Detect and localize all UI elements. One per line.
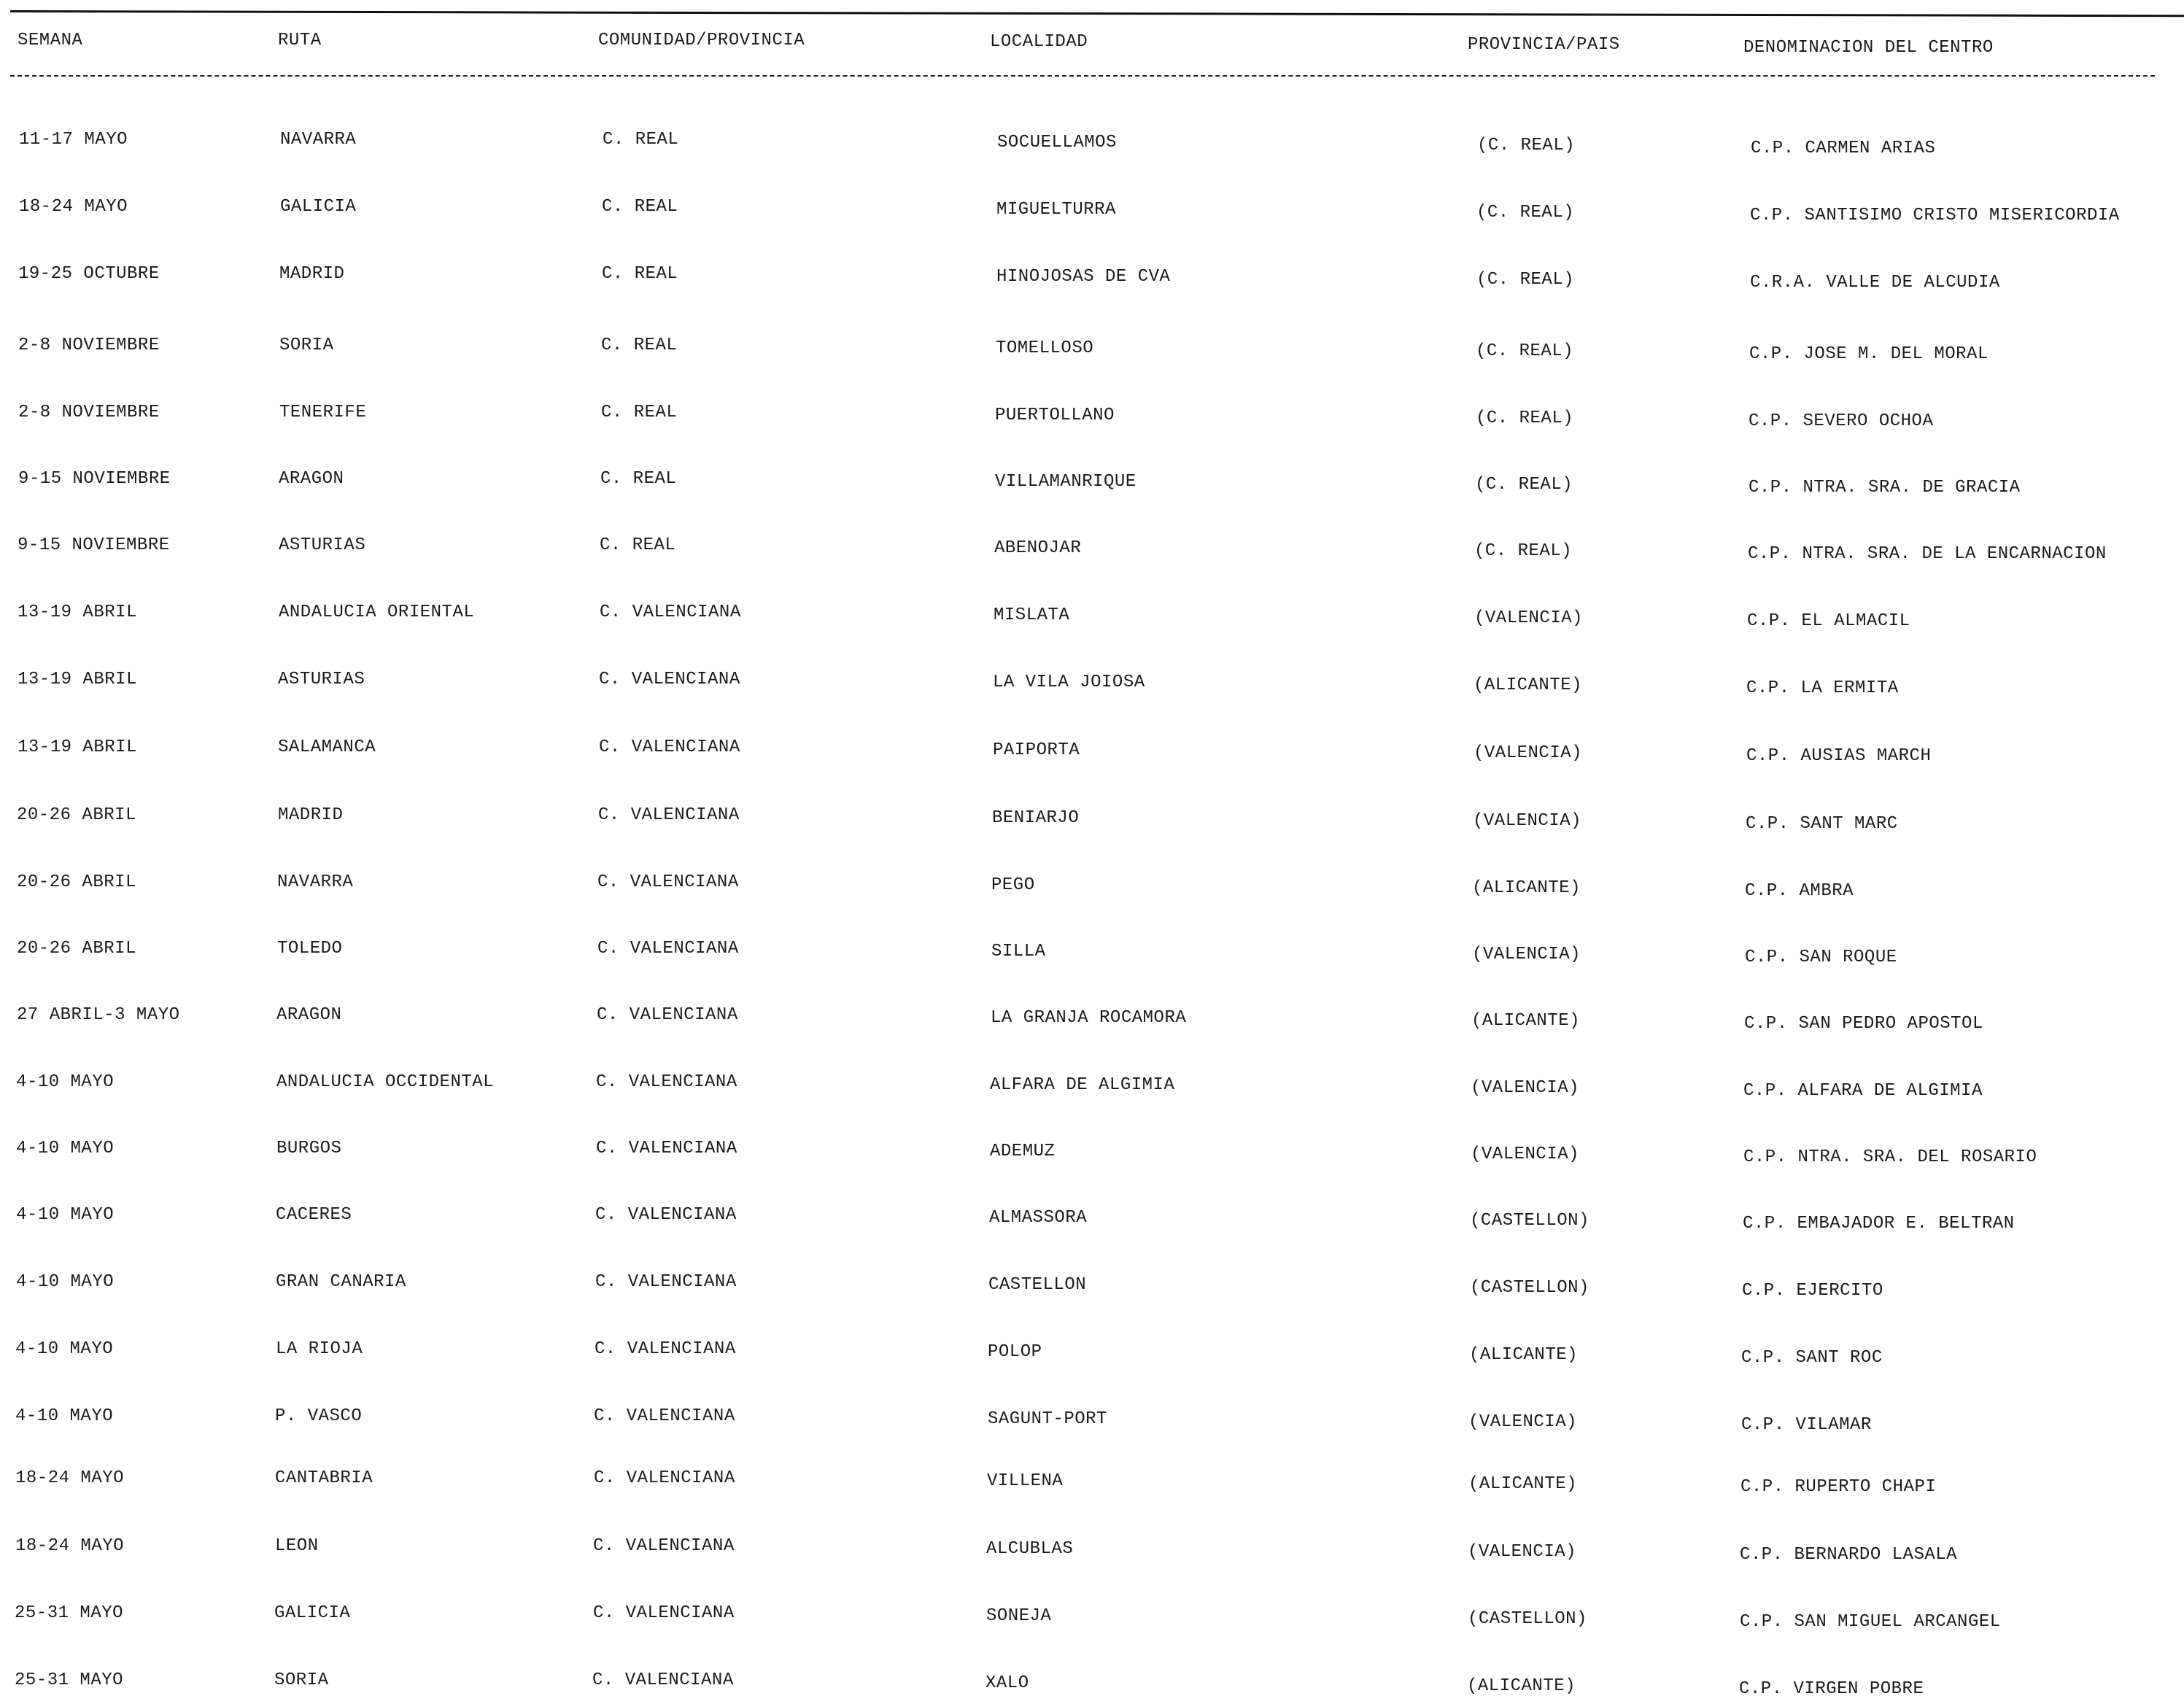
cell-semana: 20-26 ABRIL [17,805,136,825]
cell-provincia: (ALICANTE) [1471,1011,1581,1031]
cell-ruta: LEON [275,1536,319,1556]
cell-provincia: (C. REAL) [1475,475,1573,495]
table-row [0,603,2184,636]
cell-localidad: PUERTOLLANO [995,406,1115,425]
cell-ruta: CACERES [276,1205,352,1225]
cell-centro: C.P. ALFARA DE ALGIMIA [1743,1081,1983,1101]
cell-ruta: GALICIA [274,1603,351,1623]
cell-ruta: GRAN CANARIA [276,1272,406,1292]
cell-centro: C.P. EMBAJADOR E. BELTRAN [1743,1214,2015,1234]
cell-ruta: SORIA [279,336,334,355]
cell-provincia: (C. REAL) [1476,270,1575,290]
cell-provincia: (VALENCIA) [1468,1542,1577,1562]
cell-provincia: (C. REAL) [1474,541,1573,561]
cell-ruta: ASTURIAS [278,670,365,689]
table-row [0,336,2184,369]
cell-provincia: (CASTELLON) [1470,1211,1589,1231]
cell-provincia: (VALENCIA) [1472,945,1581,964]
cell-comunidad: C. VALENCIANA [599,737,740,757]
table-row [0,1205,2184,1239]
cell-comunidad: C. VALENCIANA [598,805,740,825]
cell-comunidad: C. VALENCIANA [595,1339,736,1359]
table-row [0,535,2184,569]
header-provincia: PROVINCIA/PAIS [1468,35,1620,55]
cell-provincia: (CASTELLON) [1470,1278,1589,1298]
cell-ruta: ANDALUCIA OCCIDENTAL [276,1072,495,1092]
table-row [0,872,2184,906]
cell-semana: 25-31 MAYO [15,1670,124,1690]
cell-comunidad: C. REAL [600,535,676,555]
table-row [0,403,2184,436]
cell-semana: 9-15 NOVIEMBRE [18,469,171,489]
cell-localidad: PAIPORTA [993,740,1080,760]
table-row [0,1468,2184,1502]
cell-provincia: (ALICANTE) [1467,1676,1576,1696]
table-row [0,197,2184,231]
cell-ruta: NAVARRA [280,130,357,150]
table-row [0,670,2184,703]
cell-ruta: ARAGON [279,469,344,489]
cell-semana: 13-19 ABRIL [18,737,137,757]
table-row [0,130,2184,163]
cell-centro: C.P. JOSE M. DEL MORAL [1749,344,1989,364]
cell-localidad: ABENOJAR [994,538,1082,558]
cell-localidad: LA GRANJA ROCAMORA [991,1008,1187,1028]
cell-ruta: MADRID [278,805,344,825]
cell-centro: C.P. NTRA. SRA. DE LA ENCARNACION [1748,544,2107,564]
cell-comunidad: C. VALENCIANA [600,603,741,622]
cell-semana: 4-10 MAYO [16,1272,115,1292]
cell-centro: C.R.A. VALLE DE ALCUDIA [1750,273,2000,293]
cell-centro: C.P. CARMEN ARIAS [1751,139,1936,158]
cell-localidad: PEGO [991,875,1035,895]
table-row [0,1005,2184,1039]
cell-ruta: BURGOS [276,1139,342,1158]
cell-provincia: (VALENCIA) [1468,1412,1578,1432]
cell-centro: C.P. NTRA. SRA. DE GRACIA [1749,478,2021,497]
cell-comunidad: C. REAL [600,469,677,489]
cell-semana: 13-19 ABRIL [18,670,137,689]
cell-centro: C.P. AUSIAS MARCH [1746,746,1932,766]
cell-localidad: MIGUELTURRA [996,200,1116,220]
cell-localidad: ALMASSORA [989,1208,1088,1228]
cell-semana: 18-24 MAYO [19,197,128,217]
cell-ruta: ARAGON [276,1005,342,1025]
cell-semana: 11-17 MAYO [19,130,128,150]
cell-comunidad: C. VALENCIANA [597,872,739,892]
cell-centro: C.P. SAN MIGUEL ARCANGEL [1740,1612,2001,1632]
cell-semana: 13-19 ABRIL [18,603,137,622]
cell-provincia: (ALICANTE) [1468,1474,1578,1494]
table-row [0,264,2184,298]
cell-comunidad: C. VALENCIANA [594,1468,735,1488]
cell-ruta: P. VASCO [275,1406,363,1426]
header-localidad: LOCALIDAD [990,32,1088,52]
cell-localidad: SAGUNT-PORT [988,1409,1107,1429]
cell-comunidad: C. REAL [602,264,678,284]
cell-provincia: (ALICANTE) [1469,1345,1579,1365]
cell-localidad: LA VILA JOIOSA [993,673,1145,692]
cell-comunidad: C. VALENCIANA [593,1536,735,1556]
header-centro: DENOMINACION DEL CENTRO [1743,38,1994,58]
cell-centro: C.P. NTRA. SRA. DEL ROSARIO [1743,1147,2037,1167]
cell-provincia: (C. REAL) [1476,203,1575,222]
cell-semana: 18-24 MAYO [15,1468,125,1488]
cell-centro: C.P. AMBRA [1745,881,1854,901]
cell-semana: 4-10 MAYO [16,1205,115,1225]
cell-localidad: XALO [985,1673,1029,1693]
table-row [0,737,2184,771]
cell-comunidad: C. VALENCIANA [596,1072,737,1092]
table-row [0,805,2184,839]
cell-provincia: (ALICANTE) [1472,878,1581,898]
cell-comunidad: C. VALENCIANA [597,1005,738,1025]
cell-provincia: (VALENCIA) [1474,608,1584,628]
cell-localidad: POLOP [988,1342,1042,1362]
cell-provincia: (C. REAL) [1476,341,1574,361]
cell-semana: 27 ABRIL-3 MAYO [17,1005,180,1025]
cell-localidad: SILLA [991,942,1046,961]
table-row [0,1670,2184,1704]
cell-ruta: GALICIA [280,197,357,217]
cell-centro: C.P. VIRGEN POBRE [1739,1679,1924,1699]
table-row [0,1072,2184,1106]
cell-localidad: VILLENA [987,1471,1064,1491]
cell-localidad: ALCUBLAS [986,1539,1074,1559]
cell-ruta: TOLEDO [277,939,343,958]
cell-provincia: (C. REAL) [1477,136,1576,155]
cell-localidad: SOCUELLAMOS [997,133,1117,152]
cell-semana: 2-8 NOVIEMBRE [18,403,160,422]
cell-ruta: ANDALUCIA ORIENTAL [279,603,475,622]
cell-centro: C.P. SAN ROQUE [1745,948,1897,967]
cell-provincia: (C. REAL) [1476,408,1574,428]
cell-centro: C.P. EL ALMACIL [1747,611,1910,631]
cell-localidad: HINOJOSAS DE CVA [996,267,1171,287]
header-comunidad: COMUNIDAD/PROVINCIA [598,31,805,50]
table-row [0,469,2184,503]
cell-comunidad: C. VALENCIANA [596,1139,737,1158]
cell-comunidad: C. VALENCIANA [597,939,739,958]
cell-centro: C.P. VILAMAR [1741,1415,1872,1435]
table-row [0,1536,2184,1570]
cell-provincia: (VALENCIA) [1474,743,1583,763]
cell-comunidad: C. VALENCIANA [599,670,740,689]
cell-localidad: SONEJA [986,1606,1052,1626]
cell-semana: 9-15 NOVIEMBRE [18,535,170,555]
cell-ruta: LA RIOJA [276,1339,363,1359]
cell-ruta: NAVARRA [277,872,354,892]
table-row [0,1406,2184,1440]
cell-centro: C.P. EJERCITO [1742,1281,1883,1301]
cell-ruta: SORIA [274,1670,329,1690]
header-semana: SEMANA [18,31,83,50]
cell-semana: 25-31 MAYO [15,1603,124,1623]
cell-localidad: ADEMUZ [990,1142,1056,1161]
cell-centro: C.P. SAN PEDRO APOSTOL [1744,1014,1983,1034]
cell-provincia: (ALICANTE) [1474,675,1583,695]
cell-semana: 2-8 NOVIEMBRE [18,336,160,355]
cell-semana: 18-24 MAYO [15,1536,125,1556]
table-row [0,1339,2184,1373]
cell-localidad: VILLAMANRIQUE [995,472,1136,492]
cell-semana: 4-10 MAYO [16,1139,115,1158]
cell-provincia: (VALENCIA) [1471,1145,1580,1164]
cell-comunidad: C. REAL [603,130,679,150]
cell-ruta: SALAMANCA [278,737,376,757]
cell-comunidad: C. REAL [601,403,678,422]
cell-provincia: (VALENCIA) [1473,811,1582,831]
cell-centro: C.P. SANT MARC [1746,814,1898,834]
cell-centro: C.P. BERNARDO LASALA [1740,1545,1958,1565]
cell-centro: C.P. SANTISIMO CRISTO MISERICORDIA [1750,206,2120,225]
cell-semana: 20-26 ABRIL [17,872,136,892]
cell-comunidad: C. REAL [602,197,678,217]
cell-provincia: (CASTELLON) [1468,1609,1587,1629]
cell-centro: C.P. RUPERTO CHAPI [1740,1477,1937,1497]
table-row [0,939,2184,972]
table-row [0,1272,2184,1306]
cell-centro: C.P. LA ERMITA [1746,678,1899,698]
cell-comunidad: C. VALENCIANA [595,1272,737,1292]
cell-semana: 4-10 MAYO [16,1072,115,1092]
cell-comunidad: C. VALENCIANA [593,1603,735,1623]
table-row [0,1603,2184,1637]
cell-ruta: TENERIFE [279,403,367,422]
cell-provincia: (VALENCIA) [1471,1078,1580,1098]
cell-semana: 4-10 MAYO [15,1339,114,1359]
cell-localidad: CASTELLON [988,1275,1087,1295]
cell-localidad: MISLATA [994,605,1070,625]
cell-ruta: CANTABRIA [275,1468,373,1488]
cell-comunidad: C. VALENCIANA [595,1205,737,1225]
cell-localidad: ALFARA DE ALGIMIA [990,1075,1175,1095]
cell-comunidad: C. VALENCIANA [592,1670,734,1690]
cell-centro: C.P. SEVERO OCHOA [1749,411,1934,431]
cell-semana: 19-25 OCTUBRE [18,264,160,284]
cell-comunidad: C. VALENCIANA [594,1406,735,1426]
table-row [0,1139,2184,1172]
cell-semana: 4-10 MAYO [15,1406,114,1426]
cell-localidad: TOMELLOSO [996,338,1094,358]
cell-centro: C.P. SANT ROC [1741,1348,1883,1368]
cell-ruta: ASTURIAS [279,535,366,555]
cell-semana: 20-26 ABRIL [17,939,136,958]
cell-comunidad: C. REAL [601,336,678,355]
header-ruta: RUTA [278,31,322,50]
cell-ruta: MADRID [279,264,345,284]
cell-localidad: BENIARJO [992,808,1080,828]
